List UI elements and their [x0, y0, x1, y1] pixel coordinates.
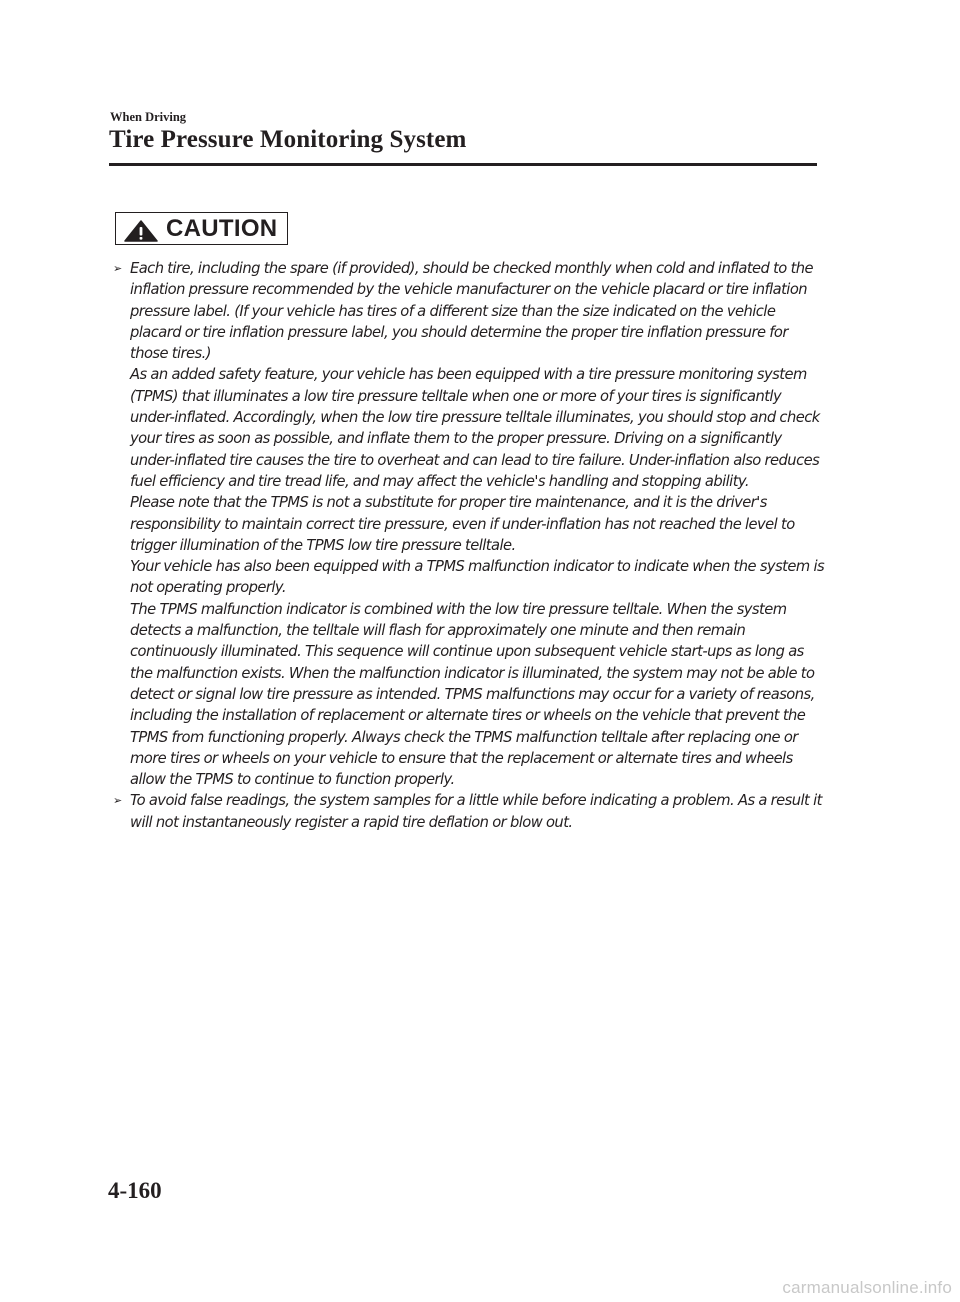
- section-label: When Driving: [110, 110, 187, 124]
- caution-bullet: [113, 258, 825, 790]
- caution-paragraph: Each tire, including the spare (if provided), should be checked monthly when cold and inflated to the inflation pressure recommended by the vehicle manufacturer on the vehicle placard or tire inflation pressure label. (If your vehicle has tires of a different size than the size indicated on the vehicle placard or tire inflation pressure label, you should determine the proper tire inflation pressure for those tires.): [130, 260, 814, 363]
- watermark: carmanualsonline.info: [782, 1278, 952, 1297]
- caution-paragraph: The TPMS malfunction indicator is combined with the low tire pressure telltale. When the system detects a malfunction, the telltale will flash for approximately one minute and then remain continuously illuminated. This sequence will continue upon subsequent vehicle start-ups as long as the malfunction exists. When the malfunction indicator is illuminated, the system may not be able to detect or signal low tire pressure as intended. TPMS malfunctions may occur for a variety of reasons, including the installation of replacement or alternate tires or wheels on the vehicle that prevent the TPMS from functioning properly. Always check the TPMS malfunction telltale after replacing one or more tires or wheels on your vehicle to ensure that the replacement or alternate tires and wheels allow the TPMS to continue to function properly.: [130, 600, 815, 789]
- arrow-bullet-icon: ➢: [113, 794, 122, 808]
- warning-triangle-icon: [124, 220, 158, 242]
- caution-body: [113, 258, 825, 833]
- page-number: 4-160: [108, 1178, 162, 1203]
- caution-heading-box: [115, 212, 288, 245]
- caution-label: CAUTION: [166, 215, 278, 242]
- title-divider: [109, 163, 817, 166]
- caution-paragraph: As an added safety feature, your vehicle has been equipped with a tire pressure monitoring system (TPMS) that illuminates a low tire pressure telltale when one or more of your tires is significantly under-inflated. Accordingly, when the low tire pressure telltale illuminates, you should stop and check your tires as soon as possible, and inflate them to the proper pressure. Driving on a significantly under-inflated tire causes the tire to overheat and can lead to tire failure. Under-inflation also reduces fuel efficiency and tire tread life, and may affect the vehicle's handling and stopping ability.: [130, 366, 820, 490]
- caution-paragraph: To avoid false readings, the system samples for a little while before indicating a problem. As a result it will not instantaneously register a rapid tire deflation or blow out.: [130, 792, 822, 831]
- caution-bullet: [113, 790, 825, 833]
- page-title: Tire Pressure Monitoring System: [109, 126, 467, 153]
- caution-paragraph: Your vehicle has also been equipped with a TPMS malfunction indicator to indicate when the system is not operating properly.: [130, 558, 825, 597]
- caution-paragraph: Please note that the TPMS is not a substitute for proper tire maintenance, and it is the driver's responsibility to maintain correct tire pressure, even if under-inflation has not reached the level to trigger illumination of the TPMS low tire pressure telltale.: [130, 494, 795, 554]
- arrow-bullet-icon: ➢: [113, 262, 122, 275]
